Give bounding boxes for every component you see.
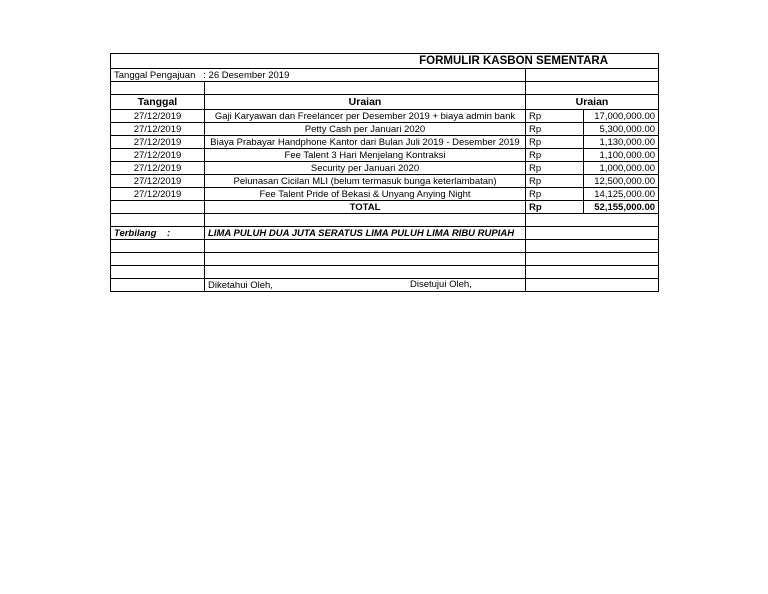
empty-cell [111,266,205,279]
empty-cell [526,69,659,82]
submission-date-label: Tanggal Pengajuan [114,69,196,81]
known-by-label: Diketahui Oleh, [208,279,273,291]
terbilang-value: LIMA PULUH DUA JUTA SERATUS LIMA PULUH LIMA RIBU RUPIAH [205,227,526,240]
item-amount: 1,100,000.00 [584,149,659,162]
item-currency: Rp [526,149,584,162]
item-date: 27/12/2019 [111,188,205,201]
empty-cell [205,82,526,95]
empty-cell [205,240,526,253]
item-amount: 1,130,000.00 [584,136,659,149]
item-currency: Rp [526,136,584,149]
item-amount: 12,500,000.00 [584,175,659,188]
form-title: FORMULIR KASBON SEMENTARA [111,54,659,69]
item-description: Fee Talent Pride of Bekasi & Unyang Anying Night [205,188,526,201]
item-date: 27/12/2019 [111,136,205,149]
empty-cell [526,279,659,292]
header-amount: Uraian [526,95,659,110]
header-description: Uraian [205,95,526,110]
empty-cell [526,214,659,227]
approved-by-label: Disetujui Oleh, [410,279,472,290]
item-description: Biaya Prabayar Handphone Kantor dari Bulan Juli 2019 - Desember 2019 [205,136,526,149]
item-description: Fee Talent 3 Hari Menjelang Kontraksi [205,149,526,162]
total-label: TOTAL [205,201,526,214]
empty-cell [205,266,526,279]
item-date: 27/12/2019 [111,123,205,136]
item-date: 27/12/2019 [111,110,205,123]
empty-cell [526,240,659,253]
empty-cell [205,214,526,227]
item-date: 27/12/2019 [111,149,205,162]
empty-cell [526,227,659,240]
empty-cell [111,279,205,292]
submission-date-value: : 26 Desember 2019 [203,69,290,81]
empty-cell [526,253,659,266]
item-amount: 1,000,000.00 [584,162,659,175]
empty-cell [111,214,205,227]
item-description: Petty Cash per Januari 2020 [205,123,526,136]
empty-cell [526,266,659,279]
table-row [111,188,659,201]
item-description: Security per Januari 2020 [205,162,526,175]
table-row [111,149,659,162]
table-row [111,123,659,136]
table-row [111,162,659,175]
table-row [111,136,659,149]
table-row [111,175,659,188]
item-date: 27/12/2019 [111,175,205,188]
item-rows [111,110,659,201]
empty-cell [111,240,205,253]
item-currency: Rp [526,175,584,188]
total-currency: Rp [526,201,584,214]
table-row [111,110,659,123]
item-currency: Rp [526,162,584,175]
empty-cell [205,253,526,266]
empty-cell [526,82,659,95]
item-currency: Rp [526,123,584,136]
header-date: Tanggal [111,95,205,110]
item-amount: 5,300,000.00 [584,123,659,136]
item-currency: Rp [526,110,584,123]
item-description: Gaji Karyawan dan Freelancer per Desember 2019 + biaya admin bank [205,110,526,123]
empty-cell [111,82,205,95]
item-date: 27/12/2019 [111,162,205,175]
item-amount: 17,000,000.00 [584,110,659,123]
item-amount: 14,125,000.00 [584,188,659,201]
kasbon-form-table [110,53,659,292]
terbilang-label: Terbilang : [111,227,205,240]
submission-date [111,69,526,82]
signature-cell [205,279,526,292]
empty-cell [111,253,205,266]
total-amount: 52,155,000.00 [584,201,659,214]
item-currency: Rp [526,188,584,201]
item-description: Pelunasan Cicilan MLI (belum termasuk bunga keterlambatan) [205,175,526,188]
empty-cell [111,201,205,214]
